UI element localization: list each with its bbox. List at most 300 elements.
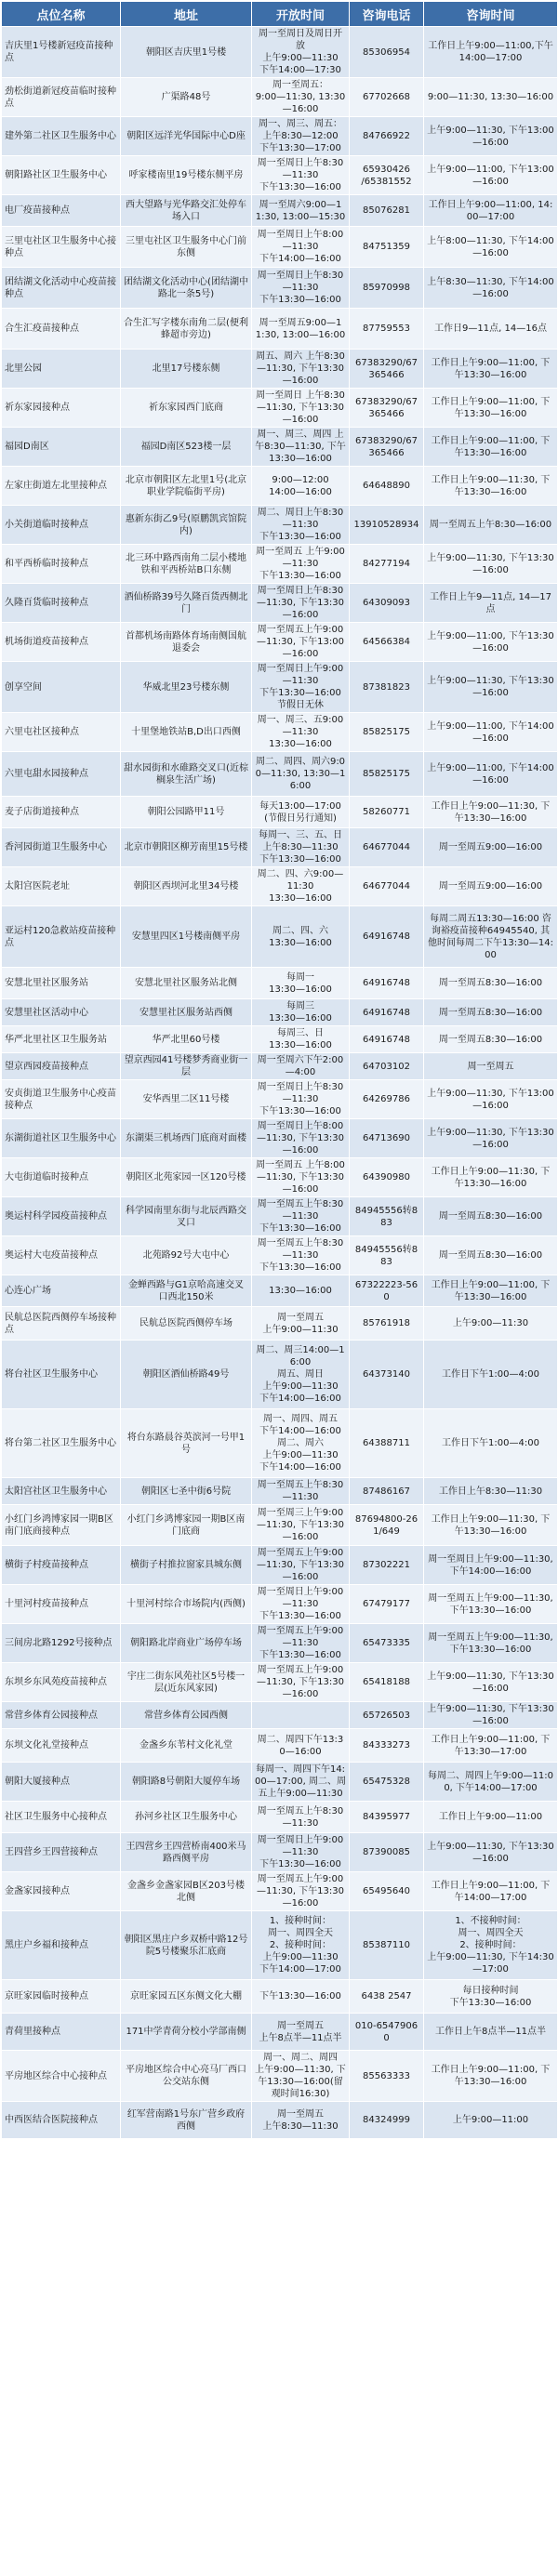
table-row — [2, 389, 558, 428]
consult-hours-cell: 周一至周五上午9:00—11:30, 下午13:30—16:00 — [424, 1585, 558, 1624]
open-hours-cell: 每周一、三、五、日上午8:30—11:30 下午13:30—16:00 — [252, 828, 350, 867]
consult-hours-cell: 上午9:00—11:30, 下午13:30—16:00 — [424, 1663, 558, 1702]
consult-hours-cell: 周一至周日上午9:00—11:30, 下午14:00—16:00 — [424, 1546, 558, 1585]
table-row — [2, 1197, 558, 1236]
site-name-cell: 合生汇疫苗接种点 — [2, 309, 121, 350]
address-cell: 安慧里社区服务站西侧 — [121, 999, 252, 1026]
address-cell: 171中学青荷分校小学部南侧 — [121, 2014, 252, 2051]
site-name-cell: 心连心广场 — [2, 1275, 121, 1307]
site-name-cell: 久隆百货临时接种点 — [2, 584, 121, 623]
address-cell: 京旺家园五区东侧文化大棚 — [121, 1980, 252, 2014]
table-row — [2, 1729, 558, 1763]
table-row — [2, 623, 558, 662]
site-name-cell: 香河园街道卫生服务中心 — [2, 828, 121, 867]
consult-hours-cell: 上午8:30—11:30, 下午14:00—16:00 — [424, 268, 558, 309]
phone-cell: 64677044 — [350, 867, 424, 906]
address-cell: 甜水园街和水碓路交叉口(近棕榈泉生活广场) — [121, 752, 252, 797]
phone-cell: 6438 2547 — [350, 1980, 424, 2014]
phone-cell: 64713690 — [350, 1119, 424, 1158]
site-name-cell: 小关街道临时接种点 — [2, 506, 121, 545]
open-hours-cell: 周一至周日上午8:30—11:30 下午13:30—16:00 — [252, 268, 350, 309]
consult-hours-cell: 工作日上午9:00—11:00, 下午13:30—16:00 — [424, 2051, 558, 2102]
open-hours-cell: 周一至周日上午9:00—11:30 下午13:30—16:00 — [252, 1585, 350, 1624]
open-hours-cell: 每天13:00—17:00(节假日另行通知) — [252, 797, 350, 828]
address-cell: 朝阳区北苑家园一区120号楼 — [121, 1158, 252, 1197]
phone-cell: 64916748 — [350, 1026, 424, 1053]
phone-cell: 87486167 — [350, 1478, 424, 1505]
address-cell: 华严北里60号楼 — [121, 1026, 252, 1053]
table-row — [2, 1478, 558, 1505]
open-hours-cell: 周一至周日上午8:00—11:30 下午14:00—16:00 — [252, 227, 350, 268]
consult-hours-cell: 上午8:00—11:30, 下午14:00—16:00 — [424, 227, 558, 268]
phone-cell: 64703102 — [350, 1053, 424, 1080]
open-hours-cell: 每周一、周四下午14:00—17:00, 周二、周五上午9:00—11:30 — [252, 1763, 350, 1802]
address-cell: 西大望路与光华路交汇处停车场入口 — [121, 195, 252, 227]
site-name-cell: 机场街道疫苗接种点 — [2, 623, 121, 662]
table-row — [2, 797, 558, 828]
open-hours-cell: 周五、周六 上午8:30—11:30, 下午13:30—16:00 — [252, 350, 350, 389]
address-cell: 朝阳区七圣中街6号院 — [121, 1478, 252, 1505]
address-cell: 酒仙桥路39号久隆百货西侧北门 — [121, 584, 252, 623]
phone-cell: 85076281 — [350, 195, 424, 227]
site-name-cell: 十里河村疫苗接种点 — [2, 1585, 121, 1624]
open-hours-cell: 周一至周日上午8:30—11:30 下午13:30—16:00 — [252, 1080, 350, 1119]
open-hours-cell: 周一至周日 上午8:30—11:30, 下午13:30—16:00 — [252, 389, 350, 428]
address-cell: 宇庄二街东风苑社区5号楼一层(近东风家园) — [121, 1663, 252, 1702]
open-hours-cell: 每周三、日 13:30—16:00 — [252, 1026, 350, 1053]
phone-cell: 65475328 — [350, 1763, 424, 1802]
site-name-cell: 麦子店街道接种点 — [2, 797, 121, 828]
phone-cell: 67479177 — [350, 1585, 424, 1624]
open-hours-cell: 每周一 13:30—16:00 — [252, 968, 350, 999]
open-hours-cell: 下午13:30—16:00 — [252, 1980, 350, 2014]
consult-hours-cell: 工作日上午9:00—11:00, 下午13:30—17:00 — [424, 1729, 558, 1763]
table-row — [2, 350, 558, 389]
open-hours-cell: 周二、四、六 13:30—16:00 — [252, 906, 350, 968]
site-name-cell: 将台社区卫生服务中心 — [2, 1341, 121, 1409]
phone-cell: 64648890 — [350, 467, 424, 506]
open-hours-cell: 周一至周日及周日开放 上午9:00—11:30 下午14:00—17:30 — [252, 27, 350, 78]
site-name-cell: 朝阳大厦接种点 — [2, 1763, 121, 1802]
address-cell: 朝阳区远洋光华国际中心D座 — [121, 117, 252, 156]
consult-hours-cell: 周一至周五8:30—16:00 — [424, 1236, 558, 1275]
table-row — [2, 1585, 558, 1624]
site-name-cell: 平房地区综合中心接种点 — [2, 2051, 121, 2102]
table-row — [2, 195, 558, 227]
consult-hours-cell: 上午9:00—11:00, 下午14:00—16:00 — [424, 713, 558, 752]
table-row — [2, 1763, 558, 1802]
consult-hours-cell: 工作日上午9:00—11:30, 下午13:30—16:00 — [424, 797, 558, 828]
open-hours-cell — [252, 1702, 350, 1729]
consult-hours-cell: 上午9:00—11:00 — [424, 2102, 558, 2139]
address-cell: 平房地区综合中心亮马厂西口公交站东侧 — [121, 2051, 252, 2102]
consult-hours-cell: 工作日上午9:00—11:30, 下午13:30—16:00 — [424, 1505, 558, 1546]
address-cell: 惠新东街乙9号(原鹏凯宾馆院内) — [121, 506, 252, 545]
site-name-cell: 小红门乡鸿博家园一期B区南门底商接种点 — [2, 1505, 121, 1546]
consult-hours-cell: 工作日上午9:00—11:00, 下午13:30—16:00 — [424, 389, 558, 428]
phone-cell: 67383290/67365466 — [350, 350, 424, 389]
table-row — [2, 867, 558, 906]
table-header-row — [2, 2, 558, 27]
address-cell: 呼家楼南里19号楼东侧平房 — [121, 156, 252, 195]
address-cell: 横街子村推拉窗家具城东侧 — [121, 1546, 252, 1585]
table-row — [2, 1624, 558, 1663]
address-cell: 北苑路92号大屯中心 — [121, 1236, 252, 1275]
address-cell: 十里堡地铁站B,D出口西侧 — [121, 713, 252, 752]
address-cell: 金盏乡金盏家园B区203号楼北侧 — [121, 1872, 252, 1911]
phone-cell: 65930426 /65381552 — [350, 156, 424, 195]
address-cell: 金盏乡东苇村文化礼堂 — [121, 1729, 252, 1763]
open-hours-cell: 周一至周三上午9:00—11:30, 下午13:30—16:00 — [252, 1505, 350, 1546]
phone-cell: 64390980 — [350, 1158, 424, 1197]
site-name-cell: 常营乡体育公园接种点 — [2, 1702, 121, 1729]
consult-hours-cell: 周一至周五上午8:30—16:00 — [424, 506, 558, 545]
phone-cell: 85306954 — [350, 27, 424, 78]
site-name-cell: 亚运村120急救站疫苗接种点 — [2, 906, 121, 968]
address-cell: 合生汇写字楼东南角二层(便利蜂超市旁边) — [121, 309, 252, 350]
site-name-cell: 左家庄街道左北里接种点 — [2, 467, 121, 506]
consult-hours-cell: 工作日上午8:30—11:30 — [424, 1478, 558, 1505]
open-hours-cell: 周一至周日上午8:30—11:30, 下午13:30—16:00 — [252, 584, 350, 623]
table-row — [2, 1275, 558, 1307]
phone-cell: 85825175 — [350, 752, 424, 797]
consult-hours-cell: 工作日上午8点半—11点半 — [424, 2014, 558, 2051]
site-name-cell: 祈东家园接种点 — [2, 389, 121, 428]
site-name-cell: 三间房北路1292号接种点 — [2, 1624, 121, 1663]
vaccination-sites-table — [1, 1, 558, 2139]
site-name-cell: 京旺家园临时接种点 — [2, 1980, 121, 2014]
address-cell: 望京西园41号楼梦秀商业街一层 — [121, 1053, 252, 1080]
address-cell: 东湖渠三机场西门底商对面楼 — [121, 1119, 252, 1158]
header-open-hours: 开放时间 — [252, 2, 350, 27]
consult-hours-cell: 上午9:00—11:00, 下午14:00—16:00 — [424, 752, 558, 797]
address-cell: 广渠路48号 — [121, 78, 252, 117]
site-name-cell: 金盏家园接种点 — [2, 1872, 121, 1911]
open-hours-cell: 周一至周五： 9:00—11:30, 13:30—16:00 — [252, 78, 350, 117]
consult-hours-cell: 上午9:00—11:30, 下午13:30—16:00 — [424, 1833, 558, 1872]
consult-hours-cell: 上午9:00—11:30 — [424, 1307, 558, 1341]
site-name-cell: 安慧北里社区服务站 — [2, 968, 121, 999]
open-hours-cell: 周一、周三、周五： 上午8:30—12:00 下午13:30—17:00 — [252, 117, 350, 156]
phone-cell: 64916748 — [350, 999, 424, 1026]
open-hours-cell: 每周三 13:30—16:00 — [252, 999, 350, 1026]
phone-cell: 84324999 — [350, 2102, 424, 2139]
table-row — [2, 2014, 558, 2051]
open-hours-cell: 周一至周日上午9:00—11:30 下午13:30—16:00 节假日无休 — [252, 662, 350, 713]
phone-cell: 84751359 — [350, 227, 424, 268]
table-row — [2, 1505, 558, 1546]
table-row — [2, 268, 558, 309]
address-cell: 北三环中路西南角二层小楼地铁和平西桥站B口东侧 — [121, 545, 252, 584]
table-body — [2, 27, 558, 2139]
consult-hours-cell: 工作日9—11点, 14—16点 — [424, 309, 558, 350]
phone-cell: 67383290/67365466 — [350, 428, 424, 467]
open-hours-cell: 周一至周五上午8:30—11:30 — [252, 1478, 350, 1505]
open-hours-cell: 周一至周五上午9:00—11:30, 下午13:30—16:00 — [252, 1663, 350, 1702]
table-row — [2, 1119, 558, 1158]
site-name-cell: 东坝乡东风苑疫苗接种点 — [2, 1663, 121, 1702]
site-name-cell: 朝阳路社区卫生服务中心 — [2, 156, 121, 195]
address-cell: 北京市朝阳区左北里1号(北京职业学院临街平房) — [121, 467, 252, 506]
phone-cell: 65473335 — [350, 1624, 424, 1663]
site-name-cell: 太阳宫社区卫生服务中心 — [2, 1478, 121, 1505]
open-hours-cell: 周一至周五上午8:30—11:30 下午13:30—16:00 — [252, 1197, 350, 1236]
header-site-name: 点位名称 — [2, 2, 121, 27]
address-cell: 北京市朝阳区柳芳南里15号楼 — [121, 828, 252, 867]
consult-hours-cell: 上午9:00—11:30, 下午13:30—16:00 — [424, 662, 558, 713]
address-cell: 朝阳公园路甲11号 — [121, 797, 252, 828]
address-cell: 朝阳区酒仙桥路49号 — [121, 1341, 252, 1409]
consult-hours-cell: 每日接种时间 下午13:30—16:00 — [424, 1980, 558, 2014]
vaccination-sites-table-container — [1, 1, 557, 2139]
open-hours-cell: 周一至周五 上午8:30—11:30 — [252, 2102, 350, 2139]
consult-hours-cell: 周一至周五8:30—16:00 — [424, 1026, 558, 1053]
consult-hours-cell: 上午9:00—11:30, 下午13:30—16:00 — [424, 1119, 558, 1158]
address-cell: 孙河乡社区卫生服务中心 — [121, 1802, 252, 1833]
site-name-cell: 民航总医院西侧停车场接种点 — [2, 1307, 121, 1341]
open-hours-cell: 周一至周日上午8:30—11:30 下午13:30—16:00 — [252, 156, 350, 195]
phone-cell: 010-65479060 — [350, 2014, 424, 2051]
phone-cell: 87694800-261/649 — [350, 1505, 424, 1546]
open-hours-cell: 周一至周五上午9:00—11:30, 下午13:00—16:00 — [252, 623, 350, 662]
address-cell: 红军营南路1号东广营乡政府西侧 — [121, 2102, 252, 2139]
open-hours-cell: 9:00—12:00 14:00—16:00 — [252, 467, 350, 506]
open-hours-cell: 周一至周五 上午9:00—11:30 — [252, 1307, 350, 1341]
site-name-cell: 东坝文化礼堂接种点 — [2, 1729, 121, 1763]
phone-cell: 64269786 — [350, 1080, 424, 1119]
open-hours-cell: 周二、周日上午8:30—11:30 下午13:30—16:00 — [252, 506, 350, 545]
open-hours-cell: 周二、周三14:00—16:00 周五、周日 上午9:00—11:30 下午14:00—16:00 — [252, 1341, 350, 1409]
consult-hours-cell: 上午9:00—11:30, 下午13:30—16:00 — [424, 1702, 558, 1729]
phone-cell: 65495640 — [350, 1872, 424, 1911]
site-name-cell: 建外第二社区卫生服务中心 — [2, 117, 121, 156]
address-cell: 安慧里四区1号楼南侧平房 — [121, 906, 252, 968]
consult-hours-cell: 上午9:00—11:30, 下午13:00—16:00 — [424, 117, 558, 156]
phone-cell: 64916748 — [350, 906, 424, 968]
phone-cell: 84277194 — [350, 545, 424, 584]
phone-cell: 87759553 — [350, 309, 424, 350]
consult-hours-cell: 周一至周五 — [424, 1053, 558, 1080]
address-cell: 金蝉西路与G1京哈高速交叉口西北150米 — [121, 1275, 252, 1307]
address-cell: 民航总医院西侧停车场 — [121, 1307, 252, 1341]
site-name-cell: 三里屯社区卫生服务中心接种点 — [2, 227, 121, 268]
consult-hours-cell: 每周二、周四上午9:00—11:00, 下午14:00—17:00 — [424, 1763, 558, 1802]
phone-cell: 64566384 — [350, 623, 424, 662]
site-name-cell: 团结湖文化活动中心疫苗接种点 — [2, 268, 121, 309]
open-hours-cell: 周一至周日上午9:00—11:30 下午13:30—16:00 — [252, 1833, 350, 1872]
open-hours-cell: 周一至周五 上午8点半—11点半 — [252, 2014, 350, 2051]
open-hours-cell: 周一至周五上午9:00—11:30, 下午13:30—16:00 — [252, 1546, 350, 1585]
address-cell: 朝阳路北岸商业广场停车场 — [121, 1624, 252, 1663]
table-row — [2, 713, 558, 752]
site-name-cell: 太阳宫医院老址 — [2, 867, 121, 906]
phone-cell: 85825175 — [350, 713, 424, 752]
consult-hours-cell: 周一至周五8:30—16:00 — [424, 968, 558, 999]
table-row — [2, 2051, 558, 2102]
open-hours-cell: 周一、周二、周四 上午9:00—11:30, 下午13:30—16:00(留观时间16:30) — [252, 2051, 350, 2102]
address-cell: 朝阳路8号朝阳大厦停车场 — [121, 1763, 252, 1802]
table-row — [2, 584, 558, 623]
address-cell: 科学园南里东街与北辰西路交叉口 — [121, 1197, 252, 1236]
site-name-cell: 安慧里社区活动中心 — [2, 999, 121, 1026]
open-hours-cell: 周一至周五上午8:30—11:30 下午13:30—16:00 — [252, 1236, 350, 1275]
site-name-cell: 中西医结合医院接种点 — [2, 2102, 121, 2139]
open-hours-cell: 周一至周五 上午9:00—11:30 下午13:30—16:00 — [252, 545, 350, 584]
site-name-cell: 福园D南区 — [2, 428, 121, 467]
phone-cell: 65418188 — [350, 1663, 424, 1702]
open-hours-cell: 周一至周五上午8:30—11:30 — [252, 1802, 350, 1833]
open-hours-cell: 周二、四、六9:00—11:30 13:30—16:00 — [252, 867, 350, 906]
consult-hours-cell: 工作日上午9:00—11:00, 下午13:30—16:00 — [424, 1275, 558, 1307]
header-address: 地址 — [121, 2, 252, 27]
site-name-cell: 奥运村科学园疫苗接种点 — [2, 1197, 121, 1236]
phone-cell: 84945556转883 — [350, 1236, 424, 1275]
consult-hours-cell: 工作日上午9:00—11:30, 下午13:30—16:00 — [424, 1158, 558, 1197]
address-cell: 祈东家园西门底商 — [121, 389, 252, 428]
consult-hours-cell: 1、不接种时间： 周一、周四全天 2、接种时间： 上午9:00—11:30, 下午14:30—17:00 — [424, 1911, 558, 1980]
table-row — [2, 1833, 558, 1872]
table-row — [2, 999, 558, 1026]
consult-hours-cell: 周一至周五上午9:00—11:30, 下午13:30—16:00 — [424, 1624, 558, 1663]
open-hours-cell: 周一至周五9:00—11:30, 13:00—16:00 — [252, 309, 350, 350]
table-row — [2, 2102, 558, 2139]
table-row — [2, 968, 558, 999]
table-row — [2, 467, 558, 506]
phone-cell: 58260771 — [350, 797, 424, 828]
table-row — [2, 1980, 558, 2014]
address-cell: 朝阳区黑庄户乡双桥中路12号院5号楼聚乐汇底商 — [121, 1911, 252, 1980]
table-row — [2, 117, 558, 156]
table-row — [2, 1702, 558, 1729]
open-hours-cell: 周一至周日上午8:00—11:30, 下午13:30—16:00 — [252, 1119, 350, 1158]
phone-cell: 64309093 — [350, 584, 424, 623]
phone-cell: 64388711 — [350, 1409, 424, 1478]
address-cell: 朝阳区吉庆里1号楼 — [121, 27, 252, 78]
site-name-cell: 安贞街道卫生服务中心疫苗接种点 — [2, 1080, 121, 1119]
site-name-cell: 和平西桥临时接种点 — [2, 545, 121, 584]
site-name-cell: 大屯街道临时接种点 — [2, 1158, 121, 1197]
table-row — [2, 1053, 558, 1080]
consult-hours-cell: 周一至周五9:00—16:00 — [424, 828, 558, 867]
consult-hours-cell: 工作日下午1:00—4:00 — [424, 1341, 558, 1409]
site-name-cell: 青荷里接种点 — [2, 2014, 121, 2051]
phone-cell: 85563333 — [350, 2051, 424, 2102]
phone-cell: 64677044 — [350, 828, 424, 867]
address-cell: 福园D南区523楼一层 — [121, 428, 252, 467]
site-name-cell: 望京西园疫苗接种点 — [2, 1053, 121, 1080]
table-row — [2, 1080, 558, 1119]
table-row — [2, 662, 558, 713]
site-name-cell: 六里屯甜水园接种点 — [2, 752, 121, 797]
phone-cell: 85387110 — [350, 1911, 424, 1980]
consult-hours-cell: 工作日上午9:00—11:00, 下午13:30—16:00 — [424, 428, 558, 467]
open-hours-cell: 周一至周五上午9:00—11:30, 下午13:30—16:00 — [252, 1872, 350, 1911]
table-row — [2, 27, 558, 78]
consult-hours-cell: 周一至周五9:00—16:00 — [424, 867, 558, 906]
site-name-cell: 王四营乡王四营接种点 — [2, 1833, 121, 1872]
header-phone: 咨询电话 — [350, 2, 424, 27]
phone-cell: 87390085 — [350, 1833, 424, 1872]
table-row — [2, 1026, 558, 1053]
consult-hours-cell: 工作日上午9:00—11:00 — [424, 1802, 558, 1833]
table-row — [2, 1663, 558, 1702]
header-consult-hours: 咨询时间 — [424, 2, 558, 27]
open-hours-cell: 周一至周五 上午8:00—11:30, 下午13:30—16:00 — [252, 1158, 350, 1197]
phone-cell: 84395977 — [350, 1802, 424, 1833]
table-row — [2, 1236, 558, 1275]
site-name-cell: 东湖街道社区卫生服务中心 — [2, 1119, 121, 1158]
phone-cell: 87302221 — [350, 1546, 424, 1585]
consult-hours-cell: 工作日上午9:00—11:30, 下午13:30—16:00 — [424, 467, 558, 506]
site-name-cell: 六里屯社区接种点 — [2, 713, 121, 752]
address-cell: 常营乡体育公园西侧 — [121, 1702, 252, 1729]
site-name-cell: 社区卫生服务中心接种点 — [2, 1802, 121, 1833]
open-hours-cell: 周一至周六下午2:00—4:00 — [252, 1053, 350, 1080]
site-name-cell: 创享空间 — [2, 662, 121, 713]
phone-cell: 85761918 — [350, 1307, 424, 1341]
address-cell: 王四营乡王四营桥南400米马路西侧平房 — [121, 1833, 252, 1872]
address-cell: 十里河村综合市场院内(西侧) — [121, 1585, 252, 1624]
phone-cell: 67383290/67365466 — [350, 389, 424, 428]
consult-hours-cell: 上午9:00—11:00, 下午13:00—16:00 — [424, 156, 558, 195]
consult-hours-cell: 9:00—11:30, 13:30—16:00 — [424, 78, 558, 117]
site-name-cell: 电厂疫苗接种点 — [2, 195, 121, 227]
open-hours-cell: 周二、周四下午13:30—16:00 — [252, 1729, 350, 1763]
address-cell: 北里17号楼东侧 — [121, 350, 252, 389]
table-row — [2, 545, 558, 584]
site-name-cell: 将台第二社区卫生服务中心 — [2, 1409, 121, 1478]
table-row — [2, 906, 558, 968]
address-cell: 三里屯社区卫生服务中心门前东侧 — [121, 227, 252, 268]
site-name-cell: 横街子村疫苗接种点 — [2, 1546, 121, 1585]
site-name-cell: 劲松街道新冠疫苗临时接种点 — [2, 78, 121, 117]
consult-hours-cell: 工作日上午9:00—11:00, 下午14:00—17:00 — [424, 1872, 558, 1911]
address-cell: 安华西里二区11号楼 — [121, 1080, 252, 1119]
consult-hours-cell: 工作日下午1:00—4:00 — [424, 1409, 558, 1478]
phone-cell: 67702668 — [350, 78, 424, 117]
site-name-cell: 黑庄户乡福和接种点 — [2, 1911, 121, 1980]
open-hours-cell: 周二、周四、周六9:00—11:30, 13:30—16:00 — [252, 752, 350, 797]
phone-cell: 64916748 — [350, 968, 424, 999]
consult-hours-cell: 工作日上午9:00—11:00, 14:00—17:00 — [424, 195, 558, 227]
phone-cell: 85970998 — [350, 268, 424, 309]
table-row — [2, 227, 558, 268]
open-hours-cell: 周一至周六9:00—11:30, 13:00—15:30 — [252, 195, 350, 227]
table-row — [2, 1911, 558, 1980]
consult-hours-cell: 周一至周五8:30—16:00 — [424, 999, 558, 1026]
table-row — [2, 752, 558, 797]
table-row — [2, 1341, 558, 1409]
address-cell: 团结湖文化活动中心(团结湖中路北一条5号) — [121, 268, 252, 309]
table-row — [2, 1802, 558, 1833]
table-row — [2, 506, 558, 545]
consult-hours-cell: 上午9:00—11:30, 下午13:30—16:00 — [424, 545, 558, 584]
table-row — [2, 1546, 558, 1585]
open-hours-cell: 13:30—16:00 — [252, 1275, 350, 1307]
phone-cell: 84766922 — [350, 117, 424, 156]
phone-cell: 87381823 — [350, 662, 424, 713]
site-name-cell: 北里公园 — [2, 350, 121, 389]
table-row — [2, 78, 558, 117]
consult-hours-cell: 每周二周五13:30—16:00 咨询裕疫苗接种64945540, 其他时间每周二下午13:30—14:00 — [424, 906, 558, 968]
table-row — [2, 156, 558, 195]
table-row — [2, 309, 558, 350]
phone-cell: 84945556转883 — [350, 1197, 424, 1236]
phone-cell: 84333273 — [350, 1729, 424, 1763]
address-cell: 将台东路晨谷英滨河一号甲1号 — [121, 1409, 252, 1478]
site-name-cell: 奥运村大屯疫苗接种点 — [2, 1236, 121, 1275]
address-cell: 华威北里23号楼东侧 — [121, 662, 252, 713]
